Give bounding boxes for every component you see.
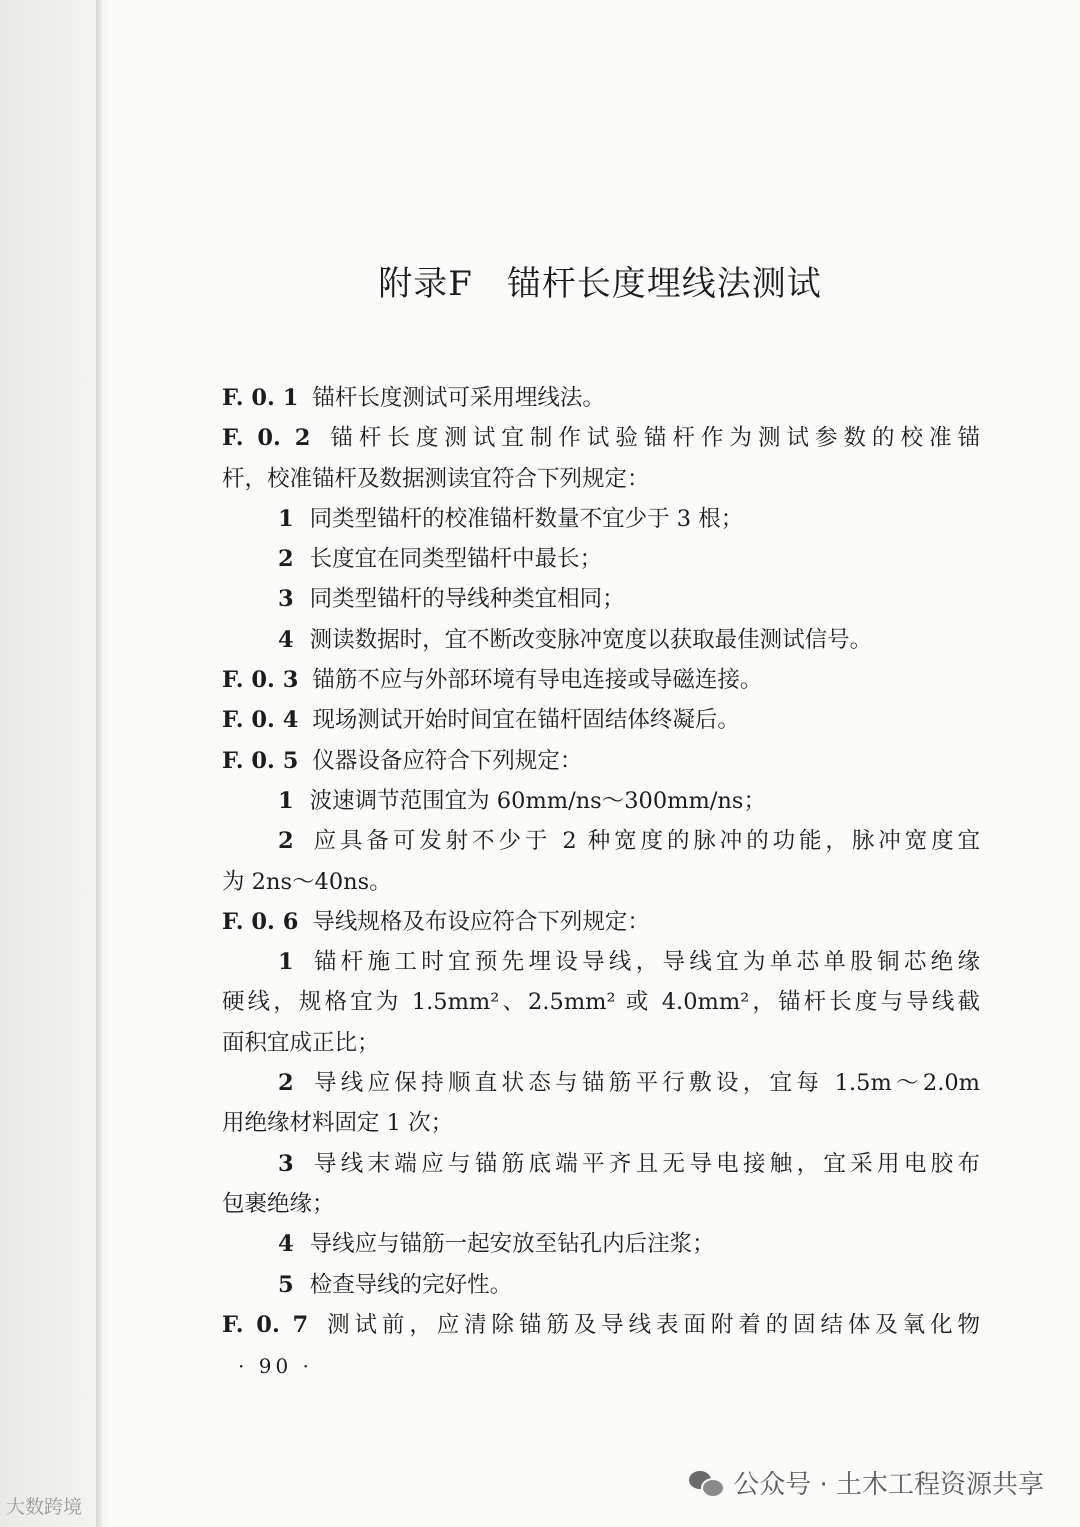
clause-number: F. 0. 7	[222, 1311, 309, 1338]
item-number: 3	[278, 1150, 294, 1177]
item-number: 2	[278, 546, 294, 573]
list-item-line	[222, 1144, 980, 1184]
line-text: 锚筋不应与外部环境有导电连接或导磁连接。	[312, 667, 763, 694]
list-item-line	[222, 781, 980, 821]
line-text: 同类型锚杆的导线种类宜相同；	[309, 586, 625, 613]
list-item-line	[222, 1265, 980, 1305]
item-number: 3	[278, 586, 294, 613]
continuation-line	[222, 1184, 980, 1224]
line-text: 导线应与锚筋一起安放至钻孔内后注浆；	[309, 1231, 715, 1258]
line-text: 导线末端应与锚筋底端平齐且无导电接触，宜采用电胶布	[309, 1150, 980, 1177]
watermark-text: 公众号 · 土木工程资源共享	[733, 1470, 1044, 1500]
line-text: 硬线，规格宜为 1.5mm²、2.5mm² 或 4.0mm²，锚杆长度与导线截	[222, 989, 980, 1016]
clause-line	[222, 660, 980, 700]
clause-number: F. 0. 5	[222, 747, 299, 774]
page-title	[300, 256, 900, 305]
line-text: 同类型锚杆的校准锚杆数量不宜少于 3 根；	[309, 505, 744, 532]
clause-number: F. 0. 1	[222, 385, 299, 411]
line-text: 检查导线的完好性。	[309, 1271, 513, 1298]
list-item-line	[222, 620, 980, 660]
line-text: 用绝缘材料固定 1 次；	[222, 1110, 454, 1137]
clause-line	[222, 418, 980, 458]
title-main: 锚杆长度埋线法测试	[506, 264, 822, 304]
clause-number: F. 0. 4	[222, 707, 299, 734]
list-item-line	[222, 539, 980, 579]
line-text: 锚杆施工时宜预先埋设导线，导线宜为单芯单股铜芯绝缘	[309, 949, 980, 976]
clause-number: F. 0. 3	[222, 667, 299, 694]
list-item-line	[222, 499, 980, 539]
item-number: 1	[278, 949, 294, 976]
continuation-line	[222, 982, 980, 1022]
list-item-line	[222, 1224, 980, 1264]
line-text: 为 2ns～40ns。	[222, 868, 392, 895]
wechat-icon	[689, 1469, 723, 1497]
line-text: 锚杆长度测试宜制作试验锚杆作为测试参数的校准锚	[324, 425, 980, 452]
line-text: 波速调节范围宜为 60mm/ns～300mm/ns；	[309, 787, 766, 814]
item-number: 1	[278, 787, 294, 814]
continuation-line	[222, 862, 980, 902]
page-gutter	[0, 0, 108, 1527]
document-body	[222, 378, 980, 1345]
line-text: 面积宜成正比；	[222, 1029, 380, 1056]
line-text: 测试前，应清除锚筋及导线表面附着的固结体及氧化物	[322, 1311, 980, 1338]
line-text: 应具备可发射不少于 2 种宽度的脉冲的功能，脉冲宽度宜	[309, 828, 980, 855]
watermark	[689, 1464, 1044, 1501]
list-item-line	[222, 821, 980, 861]
continuation-line	[222, 1023, 980, 1063]
continuation-line	[222, 459, 980, 499]
line-text: 仪器设备应符合下列规定：	[312, 747, 583, 774]
clause-number: F. 0. 2	[222, 425, 311, 452]
list-item-line	[222, 579, 980, 619]
clause-number: F. 0. 6	[222, 908, 299, 935]
line-text: 现场测试开始时间宜在锚杆固结体终凝后。	[312, 707, 740, 734]
line-text: 长度宜在同类型锚杆中最长；	[309, 546, 603, 573]
page-number: · 90 ·	[238, 1354, 313, 1378]
clause-line	[222, 700, 980, 740]
clause-line	[222, 378, 980, 418]
binding-shadow	[96, 0, 102, 1527]
list-item-line	[222, 1063, 980, 1103]
line-text: 包裹绝缘；	[222, 1190, 335, 1217]
list-item-line	[222, 942, 980, 982]
item-number: 5	[278, 1271, 294, 1298]
item-number: 2	[278, 828, 294, 855]
title-prefix: 附录F	[378, 264, 473, 304]
line-text: 导线应保持顺直状态与锚筋平行敷设，宜每 1.5m～2.0m	[309, 1070, 980, 1097]
line-text: 锚杆长度测试可采用埋线法。	[312, 385, 605, 411]
continuation-line	[222, 1103, 980, 1143]
line-text: 导线规格及布设应符合下列规定：	[312, 908, 650, 935]
item-number: 4	[278, 1231, 294, 1258]
item-number: 4	[278, 626, 294, 653]
line-text: 杆，校准锚杆及数据测读宜符合下列规定：	[222, 465, 650, 492]
clause-line	[222, 902, 980, 942]
item-number: 2	[278, 1070, 294, 1097]
line-text: 测读数据时，宜不断改变脉冲宽度以获取最佳测试信号。	[309, 626, 873, 653]
clause-line	[222, 741, 980, 781]
watermark-secondary: 大数跨境	[6, 1496, 83, 1518]
clause-line	[222, 1305, 980, 1345]
item-number: 1	[278, 505, 294, 532]
